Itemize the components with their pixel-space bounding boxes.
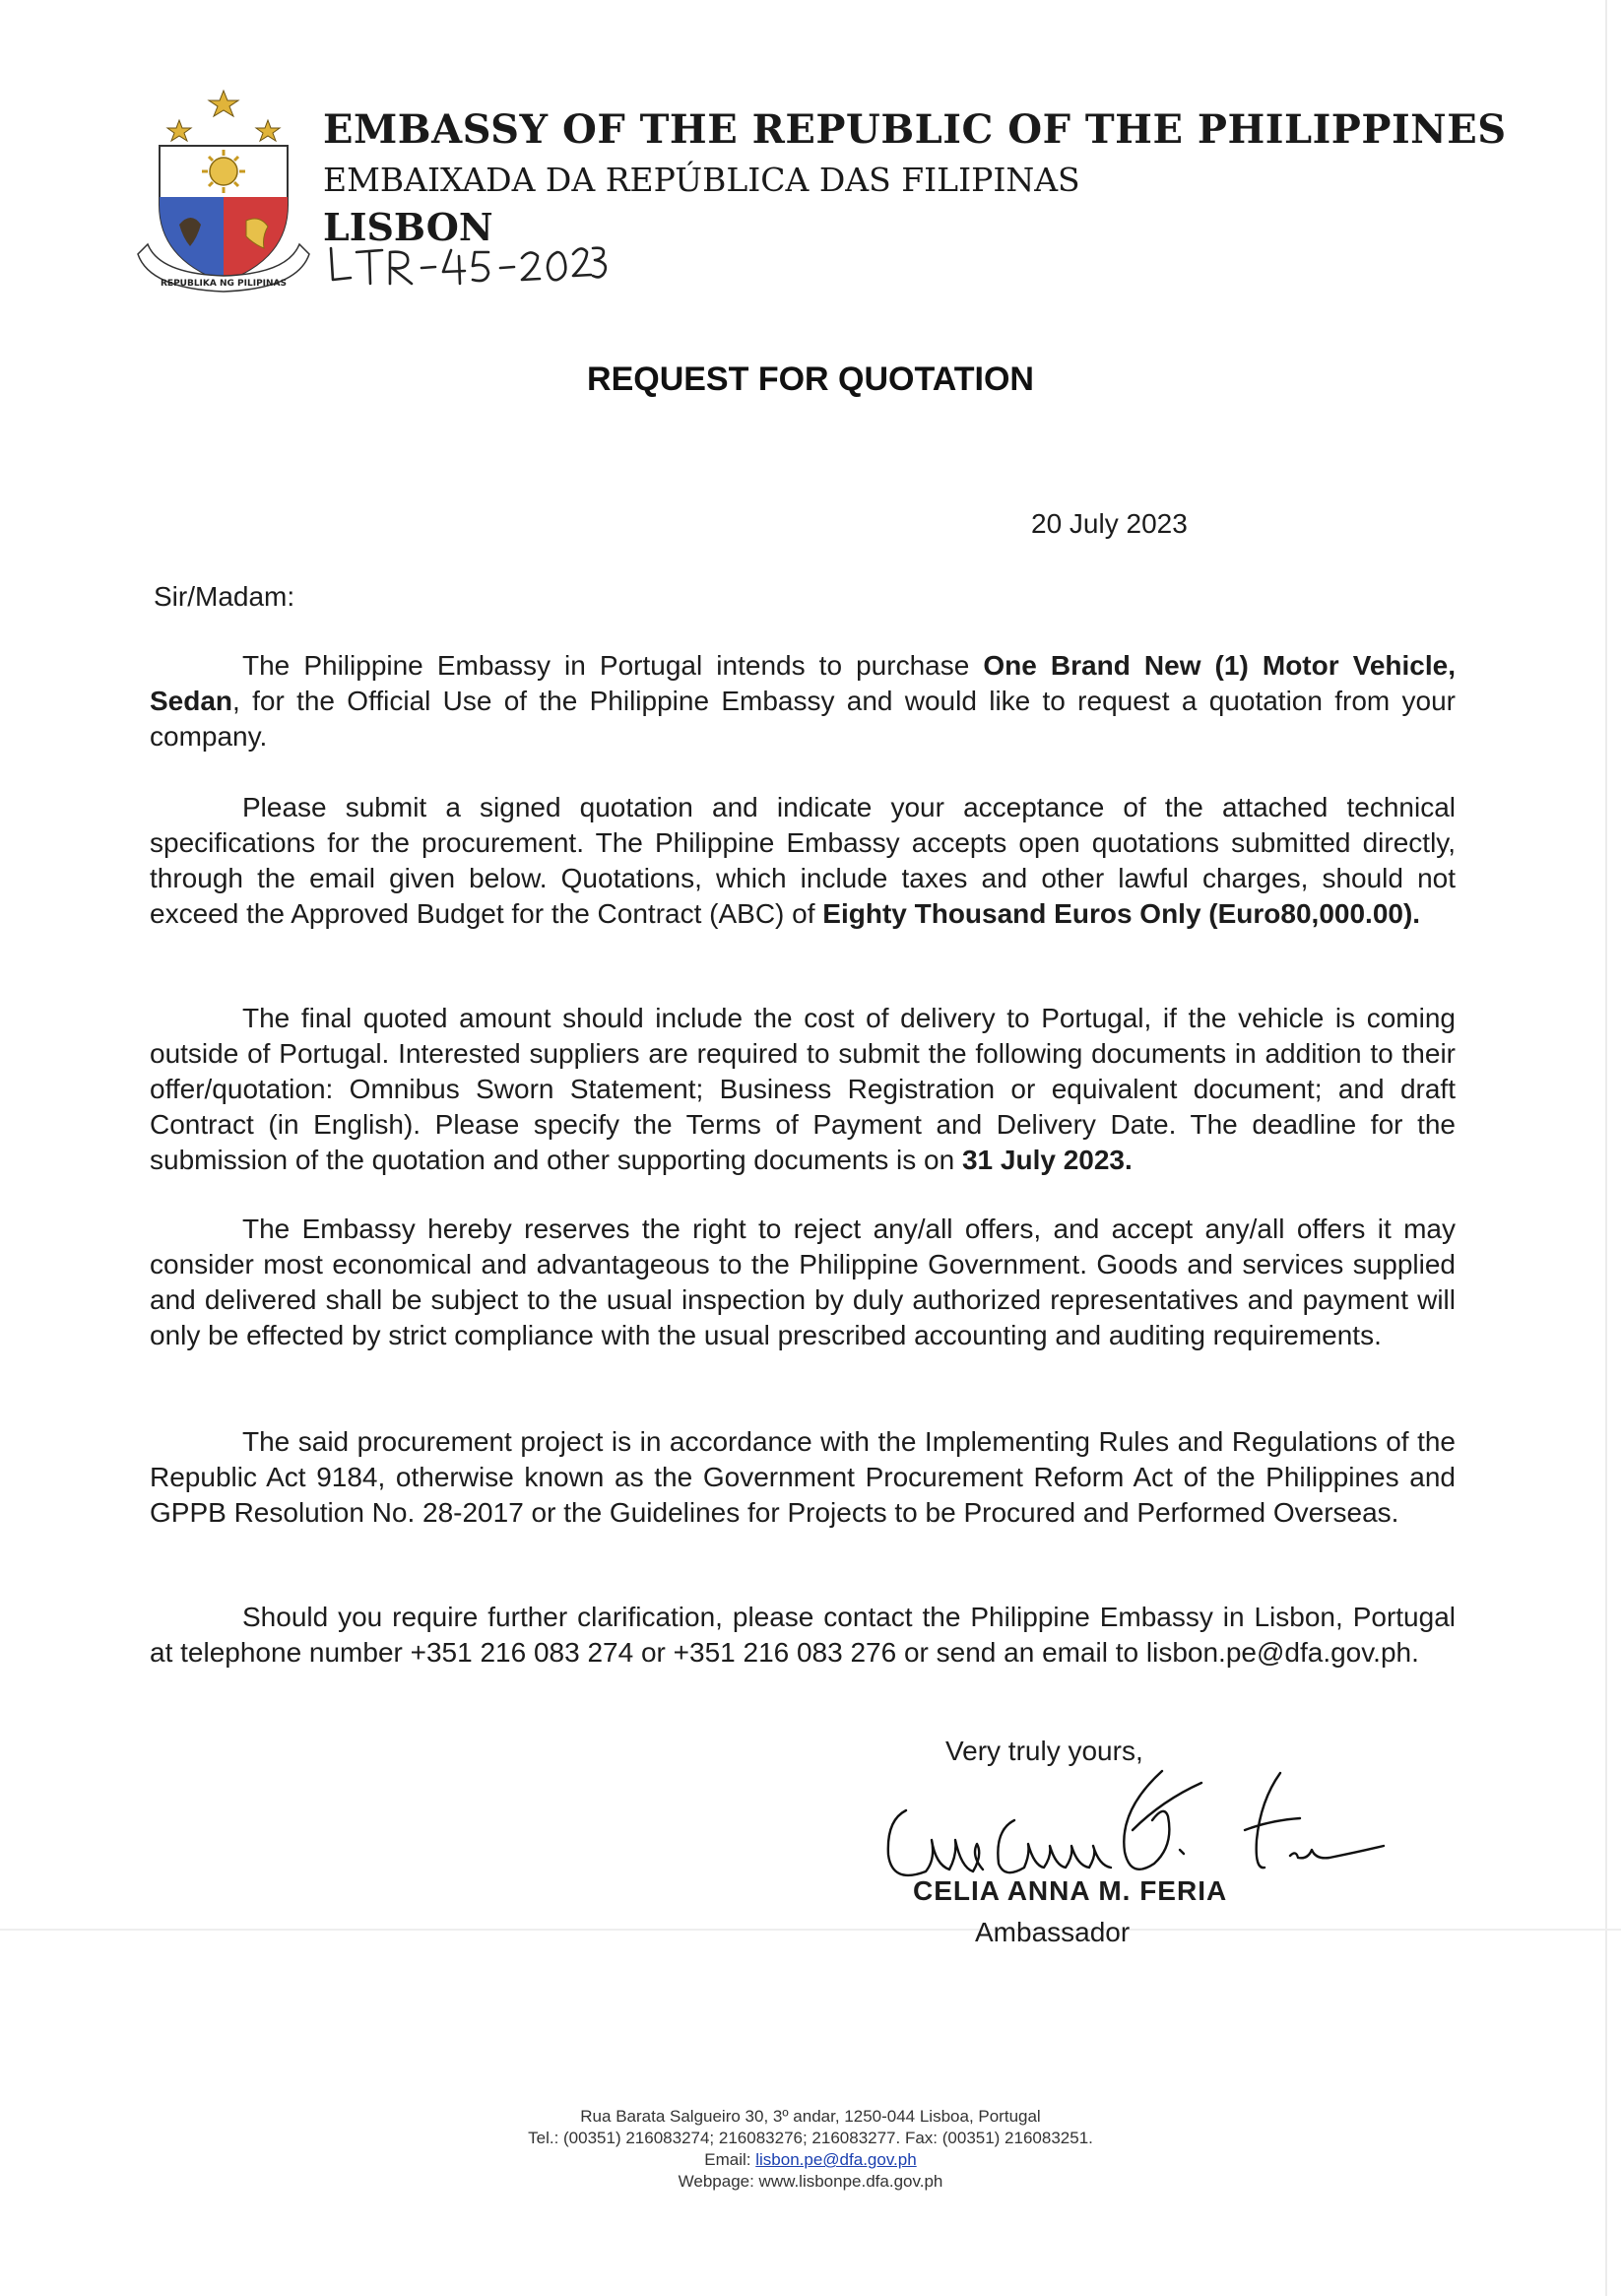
footer-phones: Tel.: (00351) 216083274; 216083276; 216083277. Fax: (00351) 216083251. — [528, 2129, 1093, 2147]
scan-fold-line — [0, 1929, 1621, 1931]
document-title: REQUEST FOR QUOTATION — [587, 361, 1034, 398]
signer-name: CELIA ANNA M. FERIA — [913, 1875, 1228, 1906]
paragraph-legal-basis: The said procurement project is in accordance with the Implementing Rules and Regulations of the Republic Act 9184, otherwise known as the Government Procurement Reform Act of the Philippines and GPPB Resolution No. 28-2017 or the Guidelines for Projects to be Procured and Performed Overseas. — [150, 1426, 1456, 1528]
footer-webpage: Webpage: www.lisbonpe.dfa.gov.ph — [678, 2172, 943, 2191]
vehicle-item-bold: One Brand New (1) Motor Vehicle, Sedan — [150, 650, 1456, 716]
philippine-seal-icon — [130, 87, 317, 295]
paragraph-requirements: The final quoted amount should include the cost of delivery to Portugal, if the vehicle is coming outside of Portugal. Interested suppliers are required to submit the following documents in addition to their offer/quotation: Omnibus Sworn Statement; Business Registration or equivalent document; and draft Contract (in English). Please specify the Terms of Payment and Delivery Date. The deadline for the submission of the quotation and other supporting documents is on 31 July 2023. — [150, 1003, 1456, 1175]
paragraph-contact: Should you require further clarification, please contact the Philippine Embassy in Lisbon, Portugal at telephone number +351 216 083 274 or +351 216 083 276 or send an email to lisbon.pe@dfa.gov.ph. — [150, 1602, 1456, 1668]
footer-email-link[interactable]: lisbon.pe@dfa.gov.ph — [755, 2150, 917, 2169]
paragraph-purpose: The Philippine Embassy in Portugal intends to purchase One Brand New (1) Motor Vehicle, Sedan, for the Official Use of the Philippine Embassy and would like to request a quotation from your company. — [150, 650, 1456, 752]
footer-email-line: Email: lisbon.pe@dfa.gov.ph — [704, 2150, 917, 2169]
page-edge-line — [1605, 0, 1607, 2296]
closing-phrase: Very truly yours, — [945, 1736, 1143, 1766]
seal-ribbon-text: REPUBLIKA NG PILIPINAS — [160, 279, 288, 289]
budget-amount-bold: Eighty Thousand Euros Only (Euro80,000.00). — [822, 898, 1421, 929]
letter-date: 20 July 2023 — [1031, 508, 1188, 539]
embassy-city: LISBON — [323, 205, 493, 249]
handwritten-reference-number — [325, 240, 611, 292]
paragraph-submission: Please submit a signed quotation and indicate your acceptance of the attached technical specifications for the procurement. The Philippine Embassy accepts open quotations submitted directly, through the email given below. Quotations, which include taxes and other lawful charges, should not exceed the Approved Budget for the Contract (ABC) of Eighty Thousand Euros Only (Euro80,000.00). — [150, 792, 1456, 929]
letter-footer — [0, 2106, 1621, 2193]
salutation: Sir/Madam: — [154, 581, 295, 612]
deadline-bold: 31 July 2023. — [961, 1145, 1133, 1175]
embassy-title-portuguese: EMBAIXADA DA REPÚBLICA DAS FILIPINAS — [323, 161, 1080, 199]
embassy-title-english: EMBASSY OF THE REPUBLIC OF THE PHILIPPINES — [323, 106, 1507, 153]
paragraph-reservation: The Embassy hereby reserves the right to reject any/all offers, and accept any/all offers it may consider most economical and advantageous to the Philippine Government. Goods and services supplied and delivered shall be subject to the usual inspection by duly authorized representatives and payment will only be effected by strict compliance with the usual prescribed accounting and auditing requirements. — [150, 1214, 1456, 1350]
signer-position: Ambassador — [975, 1917, 1131, 1947]
footer-address: Rua Barata Salgueiro 30, 3º andar, 1250-044 Lisboa, Portugal — [580, 2107, 1041, 2126]
